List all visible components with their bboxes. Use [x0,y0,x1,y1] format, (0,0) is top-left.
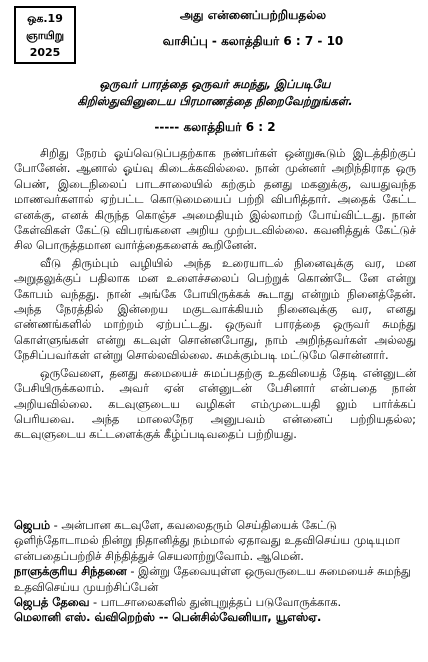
date-day: ஒக.19 [27,12,63,25]
thought-text: - இன்று தேவையுள்ள ஒருவருடைய சுமையைச் சுமந்து உதவிசெய்ய முயற்சிப்பேன் [14,564,411,594]
verse-reference: ----- கலாத்தியர் 6 : 2 [154,120,276,134]
key-verse-line: கிறிஸ்துவினுடைய பிரமாணத்தை நிறைவேற்றுங்கள். [77,94,353,108]
thought-label: நாளுக்குரிய சிந்தனை [14,564,127,579]
date-year: 2025 [29,46,61,59]
author-signature: மெலானி எஸ். வ்விறெற்ஸ் -- பென்சில்வேனியா, யூஎஸ்ஏ. [14,610,322,625]
date-box [14,6,76,64]
date-weekday: ஞாயிறு [25,29,65,42]
key-verse-line: ஒருவர் பாரத்தை ஒருவர் சுமந்து, இப்படியே [99,77,331,91]
prayer-need-label: ஜெபத் தேவை [14,595,90,610]
page-title: அது என்னைப்பற்றியதல்ல [179,8,327,22]
thought-for-day [14,564,416,595]
prayer-need [14,595,416,610]
prayer-label: ஜெபம் [14,518,51,532]
devotional-footer [14,518,416,626]
prayer [14,518,416,564]
prayer-need-text: - பாடசாலைகளில் துன்புறுத்தப் படுவோருக்காக. [89,595,342,610]
body-paragraph: வீடு திரும்பும் வழியில் அந்த உரையாடல் நினைவுக்கு வர, மன அறுதலுக்குப் பதிலாக மன உளைச்சலைப் பெற்றுக் கொண்டே னே என்று கோபம் வந்தது. நான் அங்கே போயிருக்கக் கூடாது என்றும் நினைத்தேன். அந்த நேரத்தில் இன்றைய மகுடவாக்கியம் நினைவுக்கு வர, எனது எண்ணங்களில் மாற்றம் ஏற்பட்டது. ஒருவர் பாரத்தை ஒருவர் சுமந்து கொள்ளுங்கள் என்று கடவுள் சொன்னபோது, நாம் அறிந்தவர்கள் அல்லது நேசிப்பவர்கள் என்று சொல்லவில்லை. சுமக்கும்படி மட்டுமே சொன்னார். [14,255,416,363]
devotional-body [14,146,416,445]
reading-reference: வாசிப்பு - கலாத்தியர் 6 : 7 - 10 [162,34,344,48]
key-verse [14,76,416,110]
body-paragraph: ஒருவேளை, தனது சுமையைச் சுமப்பதற்கு உதவியைத் தேடி என்னுடன் பேசியிருக்கலாம். அவர் ஏன் என்னுடன் பேசினார் என்பதை நான் அறியவில்லை. கடவுளுடைய வழிகள் எம்முடையதி லும் பார்க்கப் பெரியவை. அந்த மாலைநேர அனுபவம் என்னைப் பற்றியதல்ல; கடவுளுடைய கட்டளைக்குக் கீழ்ப்படிவதைப் பற்றியது. [14,365,416,442]
prayer-text: - அன்பான கடவுளே, கவலைதரும் செய்தியைக் கேட்டு ஒளிந்தோடாமல் நின்று நிதானித்து நம்மால் ஏதாவது உதவிசெய்ய முடியுமா என்பதைப்பற்றிச் சிந்தித்துச் செயலாற்றுவோம். ஆமென். [14,518,401,563]
body-paragraph: சிறிது நேரம் ஓய்வெடுப்பதற்காக நண்பர்கள் ஒன்றுகூடும் இடத்திற்குப் போனேன். ஆனால் ஓய்வு கிடைக்கவில்லை. நான் முன்னர் அறிந்திராத ஒரு பெண், இடைநிலைப் பாடசாலையில் கற்கும் தனது மகனுக்கு, வயதுவந்த மாணவர்களால் ஏற்பட்ட கொடுமையைப் பற்றி விபரித்தார். அதைக் கேட்ட எனக்கு, எனக் கிருந்த கொஞ்ச அமைதியும் இல்லாமற் போய்விட்டது. நான் கேள்விகள் கேட்டு விபரங்களை அறிய முற்படவில்லை. கவனித்துக் கேட்டுச் சில பொருத்தமான வார்த்தைகளைக் கூறினேன். [14,146,416,253]
